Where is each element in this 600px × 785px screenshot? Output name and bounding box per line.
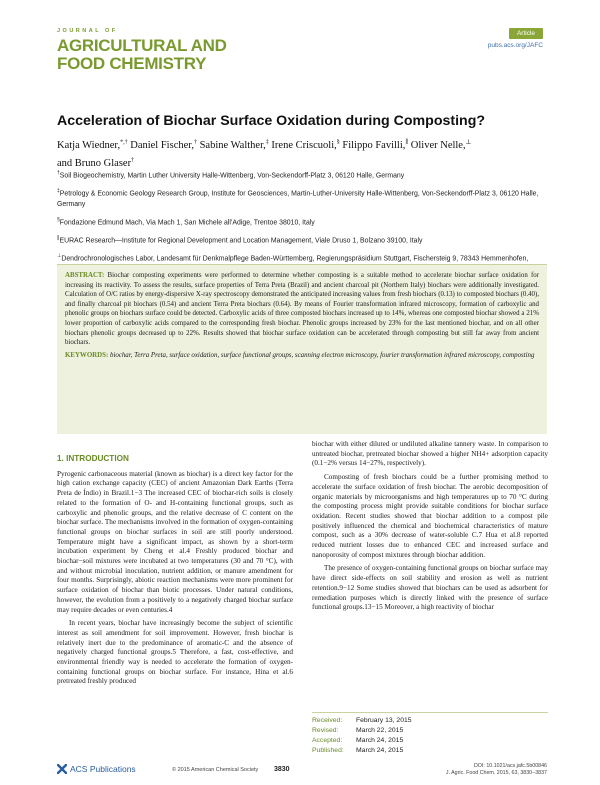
- publication-dates: [312, 712, 548, 756]
- body-paragraph: In recent years, biochar have increasingly become the subject of scientific interest as soil amendment for soil improvement. However, fresh biochar is relatively inert due to the predominance of aromatic-C and the absence of negatively charged functional groups.5 Therefore, a fast, cost-effective, and environmental friendly way is needed to accelerate the formation of oxygen-containing functional groups on biochar surface. For instance, Hina et al.6 pretreated freshly produced: [57, 619, 293, 686]
- journal-prefix: JOURNAL OF: [57, 28, 118, 34]
- date-row: Received: February 13, 2015: [312, 717, 412, 724]
- journal-url-link[interactable]: pubs.acs.org/JAFC: [487, 42, 543, 49]
- affiliation: ‡Petrology & Economic Geology Research Group, Institute for Geosciences, Martin-Luther-University Halle-Wittenberg, Von-Seckendorff-Platz 3, 06120 Halle, Germany: [57, 188, 539, 208]
- journal-header: [57, 28, 543, 88]
- author[interactable]: Irene Criscuoli,§: [271, 139, 340, 151]
- affiliation: †Soil Biogeochemistry, Martin Luther University Halle-Wittenberg, Von-Seckendorff-Platz 3, 06120 Halle, Germany: [57, 170, 405, 180]
- author[interactable]: Daniel Fischer,†: [130, 139, 197, 151]
- page-footer: [57, 764, 547, 778]
- affiliation: ∥EURAC Research—Institute for Regional Development and Location Management, Viale Druso 1, Bolzano 39100, Italy: [57, 234, 423, 245]
- journal-name-line1: AGRICULTURAL AND: [57, 36, 227, 55]
- date-row: Accepted: March 24, 2015: [312, 737, 404, 744]
- body-paragraph: Composting of fresh biochars could be a further promising method to accelerate the surface oxidation of fresh biochar. The aerobic decomposition of organic materials by microorganisms and high temperatures up to 70 °C during the composting process might provide suitable conditions for biochar surface oxidation. Recent studies showed that biochar addition to a compost pile positively influenced the chemical and biochemical characteristics of mature compost, such as a 30% decrease of water-soluble C.7 Hua et al.8 reported reduced nutrient losses due to enhanced CEC and increased surface and nanoporosity of compost mixtures through biochar addition.: [312, 473, 548, 559]
- date-row: Published: March 24, 2015: [312, 747, 404, 754]
- keywords-label: KEYWORDS:: [65, 351, 109, 359]
- journal-name-line2: FOOD CHEMISTRY: [57, 54, 207, 73]
- abstract-box: [57, 264, 547, 434]
- author[interactable]: Sabine Walther,‡: [199, 139, 269, 151]
- author[interactable]: Filippo Favilli,∥: [342, 139, 409, 151]
- body-paragraph: The presence of oxygen-containing functional groups on biochar surface may have direct side-effects on soil stability and erosion as well as nutrient retention.9−12 Some studies showed that biochars can be used as adsorbent for remediation purposes which is directly linked with the presence of surface functional groups.13−15 Moreover, a high reactivity of biochar: [312, 564, 548, 612]
- body-column-left: [57, 454, 293, 691]
- keywords: KEYWORDS: biochar, Terra Preta, surface oxidation, surface functional groups, scanning electron microscopy, fourier transformation infrared microscopy, composting: [65, 351, 535, 359]
- affiliation-list: [57, 168, 547, 279]
- author[interactable]: and Bruno Glaser†: [57, 157, 135, 169]
- abstract-label: ABSTRACT:: [65, 272, 105, 279]
- date-row: Revised: March 22, 2015: [312, 727, 404, 734]
- paper-title: Acceleration of Biochar Surface Oxidation during Composting?: [57, 113, 486, 129]
- article-type-badge: Article: [509, 28, 543, 39]
- author[interactable]: Katja Wiedner,*,†: [57, 139, 128, 151]
- author-list: [57, 135, 547, 171]
- copyright-notice: © 2015 American Chemical Society: [172, 767, 259, 773]
- section-heading-introduction: 1. INTRODUCTION: [57, 454, 129, 463]
- author[interactable]: Oliver Nelle,⊥: [410, 139, 472, 151]
- abstract-text: ABSTRACT: Biochar composting experiments were performed to determine whether composting is a suitable method to accelerate biochar surface oxidation for increasing its reactivity. To assess the results, surface properties of Terra Preta (Brazil) and ancient charcoal pit (Northern Italy) biochars were additionally investigated. Calculation of O/C ratios by energy-dispersive X-ray spectroscopy demonstrated the anticipated increasing values from fresh biochars (0.13) to composted biochars (0.40), and finally charcoal pit biochars (0.54) and ancient Terra Preta biochars (0.64). By means of Fourier transformation infrared microscopy, formation of carboxylic and phenolic groups on biochars surface could be detected. Carboxylic acids of three composted biochars increased up to 14%, whereas one composted biochar showed a 21% lower proportion of carboxylic acids compared to the corresponding fresh biochar. Phenolic groups increased by 23% for the last mentioned biochar, and on all other biochars phenolic groups decreased up to 22%. Results showed that biochar surface oxidation can be accelerated through composting but still far away from ancient biochars.: [65, 272, 539, 347]
- body-paragraph: Pyrogenic carbonaceous material (known as biochar) is a direct key factor for the high cation exchange capacity (CEC) of ancient Amazonian Dark Earths (Terra Preta de Índio) in Brazil.1−3 The increased CEC of biochar-rich soils is closely related to the formation of O- and H-containing functional groups, such as carboxylic and phenolic groups, and the relative decrease of C content on the biochar surface. The mechanisms involved in the formation of oxygen-containing functional groups on biochar surfaces in soil are still poorly understood. Temperature might have a significant impact, as shown by a short-term incubation experiment by Cheng et al.4 Freshly produced biochar and biochar−soil mixtures were incubated at two temperatures (30 and 70 °C), with and without microbial inoculation, nutrient addition, or manure amendment for four months. Surprisingly, abiotic reaction mechanisms were more prominent for surface oxidation of biochar than biotic processes. Under natural conditions, however, the evolution from a positively to a negatively charged biochar surface may require decades or even centuries.4: [57, 469, 293, 614]
- body-column-right: [312, 440, 548, 617]
- acs-publications-logo[interactable]: ACS Publications: [57, 764, 136, 774]
- affiliation: §Fondazione Edmund Mach, Via Mach 1, San Michele all’Adige, Trentoe 38010, Italy: [57, 216, 315, 226]
- affiliation: ⊥Dendrochronologisches Labor, Landesamt für Denkmalpflege Baden-Württemberg, Regierungspräsidium Stuttgart, Fischersteig 9, 78343 Hemmenhofen,: [57, 253, 529, 263]
- body-paragraph: biochar with either diluted or undiluted alkaline tannery waste. In comparison to untreated biochar, pretreated biochar showed a higher NH4+ adsorption capacity (0.1−2% versus 14−27%, respectively).: [312, 440, 548, 468]
- doi-citation[interactable]: DOI: 10.1021/acs.jafc.5b00846 J. Agric. Food Chem. 2015, 63, 3830−3837: [445, 763, 547, 776]
- page-number: 3830: [274, 766, 290, 773]
- acs-x-icon: [57, 764, 67, 774]
